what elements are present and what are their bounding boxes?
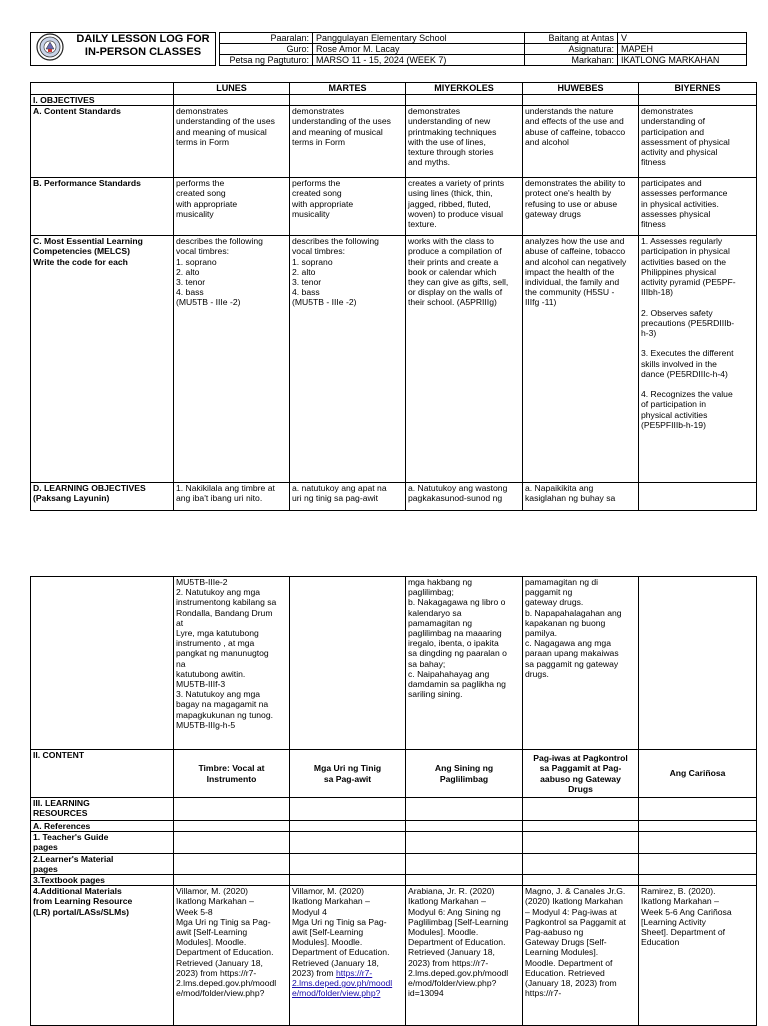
objectives-cont-biyernes — [639, 577, 757, 750]
value-date: MARSO 11 - 15, 2024 (WEEK 7) — [313, 55, 525, 66]
info-row-school — [220, 33, 747, 44]
teachers-guide-row — [31, 832, 757, 853]
additional-materials-lunes: Villamor, M. (2020) Ikatlong Markahan – Week 5-8 Mga Uri ng Tinig sa Pag- awit [Self-Learning Modules]. Moodle. Department of Education. Retrieved (January 18, 2023) from https://r7- 2.lms.deped.gov.ph/moodl e/mod/folder/view.php? — [174, 886, 290, 1026]
additional-materials-martes — [290, 886, 406, 1026]
learning-objectives-lunes: 1. Nakikilala ang timbre at ang iba't ibang uri nito. — [174, 483, 290, 511]
deped-lms-link[interactable]: https://r7- 2.lms.deped.gov.ph/moodl e/mod/folder/view.php? — [292, 967, 393, 999]
label-school: Paaralan: — [220, 33, 313, 44]
performance-standards-martes: performs the created song with appropriate musicality — [290, 178, 406, 236]
content-standards-label: A. Content Standards — [31, 106, 174, 178]
day-biyernes: BIYERNES — [639, 83, 757, 95]
textbook-row — [31, 875, 757, 886]
content-standards-martes: demonstrates understanding of the uses and meaning of musical terms in Form — [290, 106, 406, 178]
additional-materials-biyernes: Ramirez, B. (2020). Ikatlong Markahan – Week 5-6 Ang Cariñosa [Learning Activity Sheet]. Department of Education — [639, 886, 757, 1026]
info-row-date — [220, 55, 747, 66]
objectives-cont-martes — [290, 577, 406, 750]
learning-objectives-martes: a. natutukoy ang apat na uri ng tinig sa pag-awit — [290, 483, 406, 511]
melcs-lunes: describes the following vocal timbres: 1. soprano 2. alto 3. tenor 4. bass (MU5TB - IIIe -2) — [174, 236, 290, 483]
additional-materials-huwebes: Magno, J. & Canales Jr.G. (2020) Ikatlong Markahan – Modyul 4: Pag-iwas at Pagkontrol sa Paggamit at Pag-aabuso ng Gateway Drugs [Self- Learning Modules]. Moodle. Department of Education. Retrieved (January 18, 2023) from https://r7- — [523, 886, 639, 1026]
value-quarter: IKATLONG MARKAHAN — [618, 55, 747, 66]
objectives-cont-huwebes: pamamagitan ng di paggamit ng gateway drugs. b. Napapahalagahan ang kapakanan ng buong pamilya. c. Nagagawa ang mga paraan upang makaiwas sa paggamit ng gateway drugs. — [523, 577, 639, 750]
value-school: Panggulayan Elementary School — [313, 33, 525, 44]
learning-objectives-huwebes: a. Napaikikita ang kasiglahan ng buhay sa — [523, 483, 639, 511]
day-header-blank — [31, 83, 174, 95]
learning-resources-label: III. LEARNING RESOURCES — [31, 798, 174, 821]
content-label: II. CONTENT — [31, 750, 174, 798]
value-teacher: Rose Amor M. Lacay — [313, 44, 525, 55]
content-standards-miyerkoles: demonstrates understanding of new printmaking techniques with the use of lines, texture through stories and myths. — [406, 106, 523, 178]
learning-objectives-biyernes — [639, 483, 757, 511]
performance-standards-label: B. Performance Standards — [31, 178, 174, 236]
teachers-guide-label: 1. Teacher's Guide pages — [31, 832, 174, 853]
lesson-log-table-1 — [30, 82, 757, 511]
performance-standards-biyernes: participates and assesses performance in physical activities. assesses physical fitness — [639, 178, 757, 236]
content-standards-biyernes: demonstrates understanding of participation and assessment of physical activity and physical fitness — [639, 106, 757, 178]
label-quarter: Markahan: — [525, 55, 618, 66]
performance-standards-miyerkoles: creates a variety of prints using lines (thick, thin, jagged, ribbed, fluted, woven) to produce visual texture. — [406, 178, 523, 236]
content-huwebes: Pag-iwas at Pagkontrol sa Paggamit at Pag- aabuso ng Gateway Drugs — [523, 750, 639, 798]
label-subject: Asignatura: — [525, 44, 618, 55]
day-lunes: LUNES — [174, 83, 290, 95]
additional-materials-label: 4.Additional Materials from Learning Resource (LR) portal/LASs/SLMs) — [31, 886, 174, 1026]
content-standards-huwebes: understands the nature and effects of the use and abuse of caffeine, tobacco and alcohol — [523, 106, 639, 178]
references-label: A. References — [31, 821, 174, 832]
content-biyernes: Ang Cariñosa — [639, 750, 757, 798]
day-miyerkoles: MIYERKOLES — [406, 83, 523, 95]
objectives-continued-row — [31, 577, 757, 750]
content-miyerkoles: Ang Sining ng Paglilimbag — [406, 750, 523, 798]
references-row — [31, 821, 757, 832]
label-teacher: Guro: — [220, 44, 313, 55]
performance-standards-huwebes: demonstrates the ability to protect one's health by refusing to use or abuse gateway drugs — [523, 178, 639, 236]
learning-objectives-row — [31, 483, 757, 511]
objectives-label: I. OBJECTIVES — [31, 95, 174, 106]
content-standards-lunes: demonstrates understanding of the uses and meaning of musical terms in Form — [174, 106, 290, 178]
additional-materials-row — [31, 886, 757, 1026]
additional-materials-miyerkoles: Arabiana, Jr. R. (2020) Ikatlong Markahan – Modyul 6: Ang Sining ng Paglilimbag [Self-Learning Modules]. Moodle. Department of Education. Retrieved (January 18, 2023) from https://r7- 2.lms.deped.gov.ph/moodl e/mod/folder/view.php? id=13094 — [406, 886, 523, 1026]
learners-material-row — [31, 853, 757, 874]
content-lunes: Timbre: Vocal at Instrumento — [174, 750, 290, 798]
additional-materials-martes-text: Villamor, M. (2020) Ikatlong Markahan – Modyul 4 Mga Uri ng Tinig sa Pag- awit [Self-Learning Modules]. Moodle. Department of Education. Retrieved (January 18, 2023) from — [292, 886, 390, 978]
day-huwebes: HUWEBES — [523, 83, 639, 95]
learning-objectives-miyerkoles: a. Natutukoy ang wastong pagkakasunod-sunod ng — [406, 483, 523, 511]
value-subject: MAPEH — [618, 44, 747, 55]
day-martes: MARTES — [290, 83, 406, 95]
textbook-label: 3.Textbook pages — [31, 875, 174, 886]
learning-resources-row — [31, 798, 757, 821]
learning-objectives-label: D. LEARNING OBJECTIVES (Paksang Layunin) — [31, 483, 174, 511]
info-row-teacher — [220, 44, 747, 55]
school-info-table — [219, 32, 747, 66]
page-title: DAILY LESSON LOG FOR IN-PERSON CLASSES — [76, 33, 210, 58]
melcs-miyerkoles: works with the class to produce a compilation of their prints and create a book or calendar which they can give as gifts, sell, or display on the walls of their school. (A5PRIIIg) — [406, 236, 523, 483]
label-grade: Baitang at Antas — [525, 33, 618, 44]
melcs-huwebes: analyzes how the use and abuse of caffeine, tobacco and alcohol can negatively impact the health of the individual, the family and the community (H5SU - IIIfg -11) — [523, 236, 639, 483]
learners-material-label: 2.Learner's Material pages — [31, 853, 174, 874]
melcs-row — [31, 236, 757, 483]
content-row — [31, 750, 757, 798]
performance-standards-lunes: performs the created song with appropriate musicality — [174, 178, 290, 236]
lesson-log-table-2 — [30, 576, 757, 1026]
day-header-row — [31, 83, 757, 95]
objectives-cont-lunes: MU5TB-IIIe-2 2. Natutukoy ang mga instrumentong kabilang sa Rondalla, Bandang Drum at Lyre, mga katutubong instrumento , at mga pangkat ng manunugtog na katutubong awitin. MU5TB-IIIf-3 3. Natutukoy ang mga bagay na magagamit na mapagkukunan ng tunog. MU5TB-IIIg-h-5 — [174, 577, 290, 750]
melcs-martes: describes the following vocal timbres: 1. soprano 2. alto 3. tenor 4. bass (MU5TB - IIIe -2) — [290, 236, 406, 483]
performance-standards-row — [31, 178, 757, 236]
objectives-row — [31, 95, 757, 106]
value-grade: V — [618, 33, 747, 44]
label-date: Petsa ng Pagtuturo: — [220, 55, 313, 66]
content-standards-row — [31, 106, 757, 178]
objectives-cont-miyerkoles: mga hakbang ng paglilimbag; b. Nakagagawa ng libro o kalendaryo sa pamamagitan ng paglilimbag na maaaring iregalo, ibenta, o ipakita sa dingding ng paaralan o sa bahay; c. Naipahahayag ang damdamin sa paglikha ng sariling sining. — [406, 577, 523, 750]
content-martes: Mga Uri ng Tinig sa Pag-awit — [290, 750, 406, 798]
melcs-biyernes: 1. Assesses regularly participation in physical activities based on the Philippines physical activity pyramid (PE5PF- IIIbh-18) 2. Observes safety precautions (PE5RDIIIb- h-3) 3. Executes the different skills involved in the dance (PE5RDIIIc-h-4) 4. Recognizes the value of participation in physical activities (PE5PFIIIb-h-19) — [639, 236, 757, 483]
deped-seal-icon — [36, 33, 64, 61]
melcs-label: C. Most Essential Learning Competencies (MELCS) Write the code for each — [31, 236, 174, 483]
